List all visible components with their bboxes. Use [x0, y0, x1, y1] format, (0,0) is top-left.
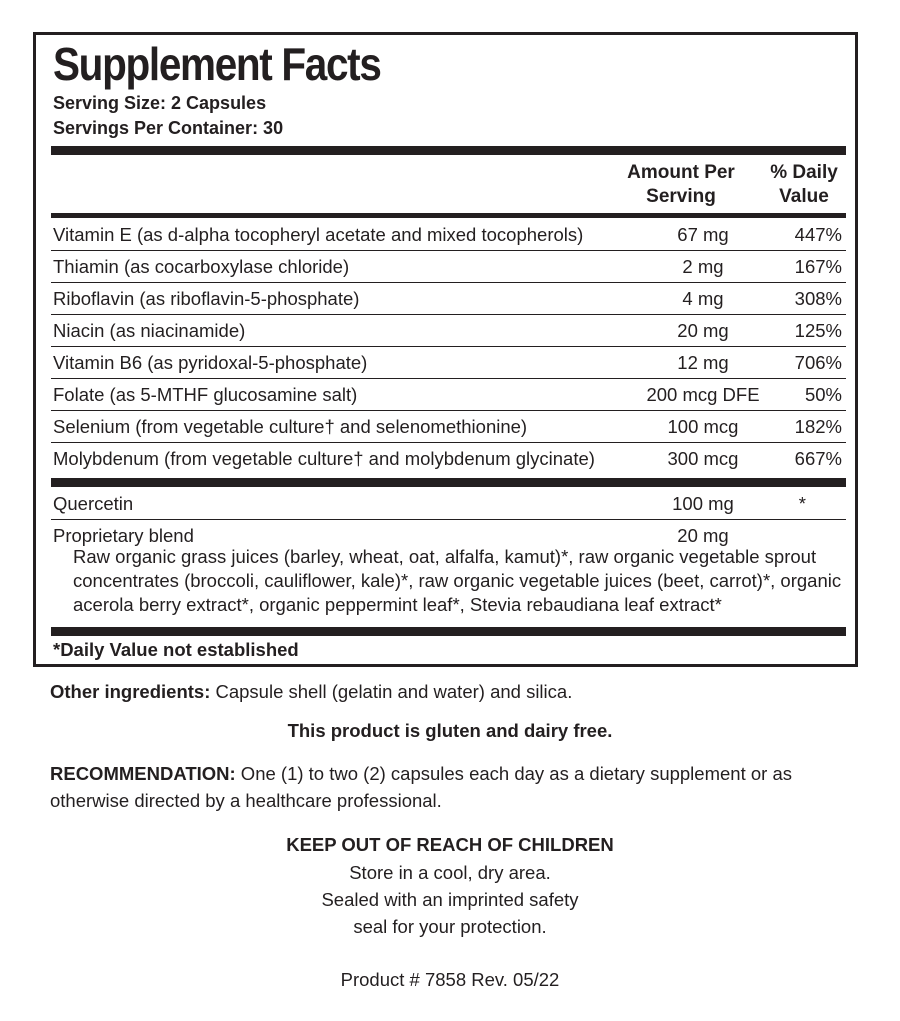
nutrient-row — [51, 378, 846, 410]
daily-value-column-header — [754, 161, 854, 209]
nutrient-amount: 20 mg — [677, 320, 729, 341]
nutrient-row — [51, 410, 846, 442]
nutrient-row — [51, 282, 846, 314]
nutrient-amount: 4 mg — [682, 288, 724, 309]
nutrient-amount: 2 mg — [682, 256, 724, 277]
seal-line2: seal for your protection. — [353, 916, 547, 937]
nutrient-name: Riboflavin (as riboflavin-5-phosphate) — [53, 288, 360, 309]
amount-header-line2: Serving — [646, 186, 716, 207]
amount-column-header — [616, 161, 746, 209]
supplement-facts-panel — [33, 32, 858, 667]
other-ingredients — [50, 681, 572, 703]
nutrient-daily-value: 182% — [794, 416, 842, 437]
product-code: Product # 7858 Rev. 05/22 — [340, 969, 560, 990]
nutrient-name: Niacin (as niacinamide) — [53, 320, 246, 341]
other-ingredients-text: Capsule shell (gelatin and water) and silica. — [210, 681, 573, 702]
gluten-free-statement: This product is gluten and dairy free. — [287, 720, 613, 741]
recommendation-line1: One (1) to two (2) capsules each day as a dietary supplement or as — [235, 763, 792, 784]
dv-header-line1: % Daily — [770, 162, 838, 183]
nutrient-row — [51, 218, 846, 250]
nutrient-name: Thiamin (as cocarboxylase chloride) — [53, 256, 350, 277]
quercetin-row — [51, 487, 846, 519]
nutrient-name: Selenium (from vegetable culture† and selenomethionine) — [53, 416, 528, 437]
warning-heading: KEEP OUT OF REACH OF CHILDREN — [286, 834, 614, 855]
nutrient-name: Molybdenum (from vegetable culture† and molybdenum glycinate) — [53, 448, 595, 469]
quercetin-amount: 100 mg — [672, 493, 734, 514]
nutrient-row — [51, 442, 846, 474]
nutrient-name: Folate (as 5-MTHF glucosamine salt) — [53, 384, 358, 405]
blend-amount: 20 mg — [677, 525, 729, 546]
nutrient-daily-value: 167% — [794, 256, 842, 277]
servings-per-container: Servings Per Container: 30 — [53, 118, 284, 138]
nutrient-daily-value: 50% — [804, 384, 842, 405]
header-divider — [51, 146, 846, 155]
footer-divider — [51, 627, 846, 636]
nutrient-daily-value: 308% — [794, 288, 842, 309]
nutrient-name: Vitamin E (as d-alpha tocopheryl acetate and mixed tocopherols) — [53, 224, 584, 245]
recommendation — [50, 763, 792, 785]
nutrient-amount: 200 mcg DFE — [646, 384, 760, 405]
panel-title: Supplement Facts — [53, 38, 381, 90]
nutrient-amount: 67 mg — [677, 224, 729, 245]
nutrient-name: Vitamin B6 (as pyridoxal-5-phosphate) — [53, 352, 368, 373]
dv-header-line2: Value — [779, 186, 829, 207]
nutrient-amount: 12 mg — [677, 352, 729, 373]
nutrient-daily-value: 125% — [794, 320, 842, 341]
nutrient-amount: 300 mcg — [667, 448, 739, 469]
quercetin-name: Quercetin — [53, 493, 134, 514]
quercetin-divider — [51, 478, 846, 487]
nutrient-row — [51, 346, 846, 378]
other-ingredients-label: Other ingredients: — [50, 681, 211, 702]
quercetin-dv: * — [798, 493, 806, 514]
storage-instruction: Store in a cool, dry area. — [349, 862, 551, 883]
blend-name: Proprietary blend — [53, 525, 194, 546]
recommendation-line2: otherwise directed by a healthcare professional. — [50, 790, 442, 811]
nutrient-daily-value: 447% — [794, 224, 842, 245]
amount-header-line1: Amount Per — [627, 162, 735, 183]
nutrient-row — [51, 250, 846, 282]
recommendation-label: RECOMMENDATION: — [50, 763, 236, 784]
nutrient-daily-value: 706% — [794, 352, 842, 373]
nutrient-daily-value: 667% — [794, 448, 842, 469]
blend-description: Raw organic grass juices (barley, wheat, oat, alfalfa, kamut)*, raw organic vegetable sprout concentrates (broccoli, cauliflower, kale)*, raw organic vegetable juices (beet, carrot)*, organic acerola berry extract*, organic peppermint leaf*, Stevia rebaudiana leaf extract* — [73, 546, 842, 615]
serving-size: Serving Size: 2 Capsules — [53, 93, 267, 113]
nutrient-row — [51, 314, 846, 346]
seal-line1: Sealed with an imprinted safety — [321, 889, 579, 910]
nutrient-amount: 100 mcg — [667, 416, 739, 437]
daily-value-footnote: *Daily Value not established — [53, 639, 299, 660]
